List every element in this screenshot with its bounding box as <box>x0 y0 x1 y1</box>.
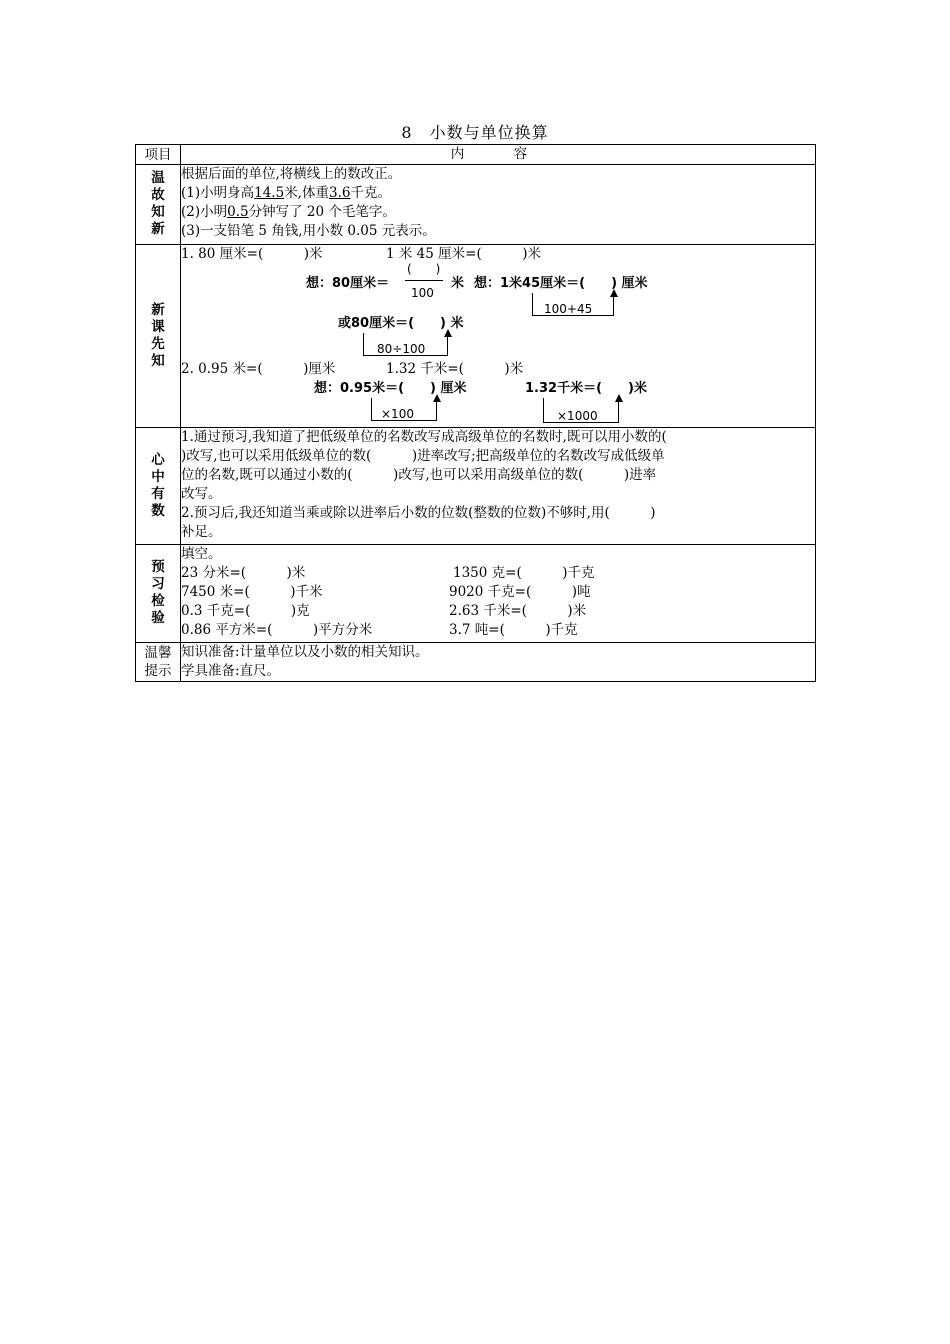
preview-q1b: 1 米 45 厘米=( )米 <box>386 246 541 262</box>
arrow-up-icon <box>433 394 441 402</box>
section-tips-content <box>181 643 816 682</box>
section-preview-content <box>181 245 816 428</box>
insight-p2-line2: 补足。 <box>181 524 222 540</box>
arrow-up-icon <box>610 289 618 297</box>
arrow-up-icon <box>615 394 623 402</box>
insight-p2-line1: 2.预习后,我还知道当乘或除以进率后小数的位数(整数的位数)不够时,用( ) <box>181 505 656 521</box>
section-insight <box>136 428 816 545</box>
box-times-100-label: ×100 <box>381 407 414 421</box>
page-title: 8 小数与单位换算 <box>401 123 549 142</box>
review-item-3: (3)一支铅笔 5 角钱,用小数 0.05 元表示。 <box>181 223 436 239</box>
review-item-1: (1)小明身高14.5米,体重3.6千克。 <box>181 185 391 201</box>
think2-right: 1.32千米＝( )米 <box>525 381 647 396</box>
box-100-45-label: 100+45 <box>544 302 593 316</box>
check-right-3: 2.63 千米=( )米 <box>449 603 587 619</box>
box-80-div-100-label: 80÷100 <box>377 342 426 356</box>
section-preview <box>136 245 816 428</box>
fraction-denominator: 100 <box>411 286 434 300</box>
section-preview-label: 新课先知 <box>136 245 181 428</box>
preview-q2b: 1.32 千米=( )米 <box>386 361 524 377</box>
section-review <box>136 165 816 245</box>
section-tips <box>136 643 816 682</box>
think1-unit: 米 <box>451 276 465 291</box>
check-left-3: 0.3 千克=( )克 <box>181 603 310 619</box>
think1-left: 想：80厘米＝ <box>306 276 390 291</box>
header-row <box>136 145 816 165</box>
arrow-up-icon <box>444 329 452 337</box>
review-item-2: (2)小明0.5分钟写了 20 个毛笔字。 <box>181 204 396 220</box>
preview-q1a: 1. 80 厘米=( )米 <box>181 246 323 262</box>
check-intro: 填空。 <box>181 546 222 562</box>
section-check-content <box>181 545 816 643</box>
review-intro: 根据后面的单位,将横线上的数改正。 <box>181 166 402 182</box>
worksheet-table <box>135 144 816 682</box>
header-col-item: 项目 <box>136 145 181 165</box>
section-review-content <box>181 165 816 245</box>
header-col-content: 内 容 <box>181 145 816 165</box>
check-left-1: 23 分米=( )米 <box>181 565 306 581</box>
check-left-2: 7450 米=( )千米 <box>181 584 323 600</box>
insight-p1-line3: 位的名数,既可以通过小数的( )改写,也可以采用高级单位的数( )进率 <box>181 467 657 483</box>
check-right-4: 3.7 吨=( )千克 <box>449 622 578 638</box>
or-line: 或80厘米＝( ) 米 <box>338 316 464 331</box>
section-insight-label: 心中有数 <box>136 428 181 545</box>
check-right-2: 9020 千克=( )吨 <box>449 584 591 600</box>
insight-p1-line4: 改写。 <box>181 486 222 502</box>
think2-left: 想：0.95米＝( ) 厘米 <box>314 381 467 396</box>
insight-p1-line1: 1.通过预习,我知道了把低级单位的名数改写成高级单位的名数时,既可以用小数的( <box>181 429 667 445</box>
box-times-1000-label: ×1000 <box>557 409 598 423</box>
check-left-4: 0.86 平方米=( )平方分米 <box>181 622 373 638</box>
preview-q2a: 2. 0.95 米=( )厘米 <box>181 361 336 377</box>
fraction-bar <box>405 280 443 281</box>
section-insight-content <box>181 428 816 545</box>
section-check <box>136 545 816 643</box>
check-right-1: 1350 克=( )千克 <box>453 565 595 581</box>
tips-line1: 知识准备:计量单位以及小数的相关知识。 <box>181 644 429 660</box>
section-tips-label: 温馨提示 <box>136 643 181 682</box>
insight-p1-line2: )改写,也可以采用低级单位的数( )进率改写;把高级单位的名数改写成低级单 <box>181 448 665 464</box>
think1-right: 想：1米45厘米＝( ) 厘米 <box>474 276 648 291</box>
tips-line2: 学具准备:直尺。 <box>181 663 281 679</box>
section-review-label: 温故知新 <box>136 165 181 245</box>
fraction-numerator: ( ) <box>407 262 441 276</box>
section-check-label: 预习检验 <box>136 545 181 643</box>
